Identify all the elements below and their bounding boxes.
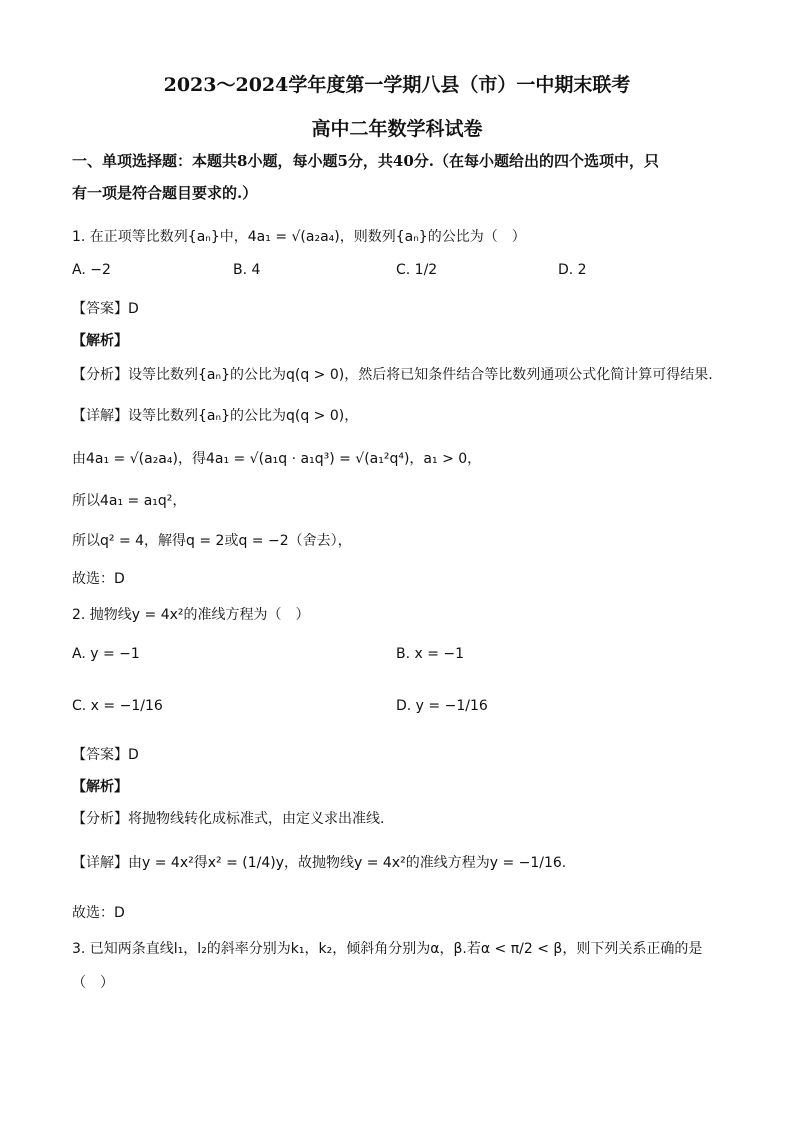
q2-detail: 【详解】由y = 4x²得x² = (1/4)y，故抛物线y = 4x²的准线方程为y = −1/16. (72, 855, 567, 871)
q1-stem: 1. 在正项等比数列{aₙ}中，4a₁ = √(a₂a₄)，则数列{aₙ}的公比为（ ） (72, 229, 526, 245)
q1-analysis: 【分析】设等比数列{aₙ}的公比为q(q > 0)，然后将已知条件结合等比数列通项公式化简计算可得结果. (72, 367, 713, 383)
q1-detail-3: 所以4a₁ = a₁q²， (72, 493, 187, 509)
q2-option-a: A. y = −1 (72, 646, 140, 662)
q1-detail-4: 所以q² = 4，解得q = 2或q = −2（舍去）， (72, 533, 352, 549)
q2-stem: 2. 抛物线y = 4x²的准线方程为（ ） (72, 607, 310, 623)
exam-title: 2023～2024学年度第一学期八县（市）一中期末联考 (163, 74, 631, 96)
q1-detail-1: 【详解】设等比数列{aₙ}的公比为q(q > 0)， (72, 408, 359, 424)
q1-option-c: C. 1/2 (396, 262, 438, 278)
q2-analysis: 【分析】将抛物线转化成标准式，由定义求出准线. (72, 811, 385, 827)
q2-option-b: B. x = −1 (396, 646, 465, 662)
q1-option-b: B. 4 (233, 262, 261, 278)
q1-answer: 【答案】D (72, 301, 139, 317)
q3-stem-continued: （ ） (72, 975, 114, 991)
q3-stem: 3. 已知两条直线l₁，l₂的斜率分别为k₁，k₂，倾斜角分别为α，β.若α < π/2 < β，则下列关系正确的是 (72, 941, 703, 957)
section-heading-line2: 有一项是符合题目要求的.） (72, 184, 258, 202)
q2-answer: 【答案】D (72, 747, 139, 763)
q2-choose: 故选：D (72, 905, 125, 921)
q1-option-a: A. −2 (72, 262, 111, 278)
q1-analysis-label: 【解析】 (72, 333, 128, 349)
q1-detail-2: 由4a₁ = √(a₂a₄)，得4a₁ = √(a₁q · a₁q³) = √(a₁²q⁴)，a₁ > 0， (72, 451, 482, 467)
exam-subtitle: 高中二年数学科试卷 (311, 118, 483, 140)
q2-analysis-label: 【解析】 (72, 779, 128, 795)
q2-option-d: D. y = −1/16 (396, 698, 488, 714)
q1-choose: 故选：D (72, 571, 125, 587)
q1-option-d: D. 2 (558, 262, 587, 278)
section-heading-line1: 一、单项选择题：本题共8小题，每小题5分，共40分.（在每小题给出的四个选项中，只 (72, 152, 659, 170)
q2-option-c: C. x = −1/16 (72, 698, 163, 714)
